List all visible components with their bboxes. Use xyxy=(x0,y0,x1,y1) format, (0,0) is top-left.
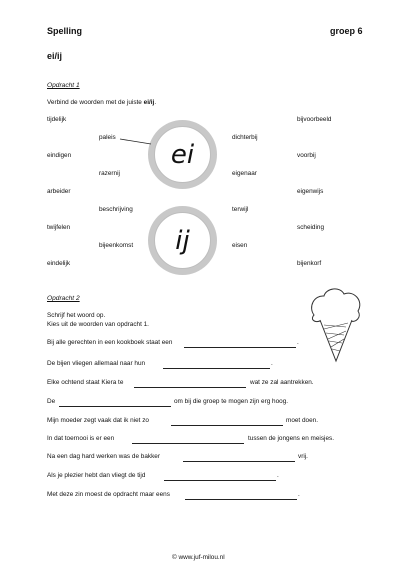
sentence-part: . xyxy=(297,339,299,346)
answer-blank[interactable] xyxy=(184,347,296,348)
word-item: eindigen xyxy=(47,152,72,159)
word-item: razernij xyxy=(99,170,120,177)
ei-label: ei xyxy=(170,139,195,170)
answer-blank[interactable] xyxy=(171,425,283,426)
opdracht2-heading: Opdracht 2 xyxy=(47,295,80,302)
answer-blank[interactable] xyxy=(134,387,246,388)
sentence-part: om bij die groep te mogen zijn erg hoog. xyxy=(174,398,289,405)
footer-credit[interactable]: © www.juf-milou.nl xyxy=(172,554,225,561)
word-item: arbeider xyxy=(47,188,71,195)
ice-cream-cone-icon xyxy=(306,285,368,365)
sentence-part: Na een dag hard werken was de bakker xyxy=(47,453,160,460)
opdracht2-instruction-2: Kies uit de woorden van opdracht 1. xyxy=(47,321,149,328)
word-item: beschrijving xyxy=(99,206,133,213)
sentence-part: . xyxy=(271,360,273,367)
sentence-part: moet doen. xyxy=(286,417,318,424)
word-item: eigenaar xyxy=(232,170,257,177)
sentence-part: Elke ochtend staat Kiera te xyxy=(47,379,124,386)
answer-blank[interactable] xyxy=(183,461,295,462)
answer-blank[interactable] xyxy=(185,499,297,500)
sentence-part: . xyxy=(298,491,300,498)
opdracht1-instruction: Verbind de woorden met de juiste ei/ij. xyxy=(47,99,157,106)
sentence-part: wat ze zal aantrekken. xyxy=(250,379,314,386)
word-item: paleis xyxy=(99,134,116,141)
word-item: twijfelen xyxy=(47,224,71,231)
word-item: bijvoorbeeld xyxy=(297,116,332,123)
word-item: terwijl xyxy=(232,206,249,213)
word-item: bijenkorf xyxy=(297,260,322,267)
worksheet-subtitle: ei/ij xyxy=(47,51,63,61)
sentence-part: Bij alle gerechten in een kookboek staat een xyxy=(47,339,173,346)
sentence-part: De bijen vliegen allemaal naar hun xyxy=(47,360,146,367)
word-item: eigenwijs xyxy=(297,188,324,195)
opdracht2-instruction-1: Schrijf het woord op. xyxy=(47,312,106,319)
word-item: dichterbij xyxy=(232,134,258,141)
answer-blank[interactable] xyxy=(164,480,276,481)
ij-label: ij xyxy=(175,225,190,256)
word-item: voorbij xyxy=(297,152,316,159)
answer-blank[interactable] xyxy=(132,443,244,444)
word-item: bijeenkomst xyxy=(99,242,134,249)
word-item: scheiding xyxy=(297,224,325,231)
worksheet-title: Spelling xyxy=(47,26,83,36)
opdracht1-heading: Opdracht 1 xyxy=(47,82,80,89)
sentence-part: In dat toernooi is er een xyxy=(47,435,115,442)
sentence-part: Met deze zin moest de opdracht maar eens xyxy=(47,491,170,498)
word-item: eindelijk xyxy=(47,260,71,267)
sentence-part: De xyxy=(47,398,56,405)
sentence-part: Als je plezier hebt dan vliegt de tijd xyxy=(47,472,146,479)
sentence-part: vrij. xyxy=(298,453,308,460)
sentence-part: Mijn moeder zegt vaak dat ik niet zo xyxy=(47,417,149,424)
grade-label: groep 6 xyxy=(330,26,363,36)
answer-blank[interactable] xyxy=(59,406,171,407)
word-item: eisen xyxy=(232,242,248,249)
word-item: tijdelijk xyxy=(47,116,67,123)
sentence-part: . xyxy=(277,472,279,479)
answer-blank[interactable] xyxy=(163,368,270,369)
sentence-part: tussen de jongens en meisjes. xyxy=(248,435,334,442)
